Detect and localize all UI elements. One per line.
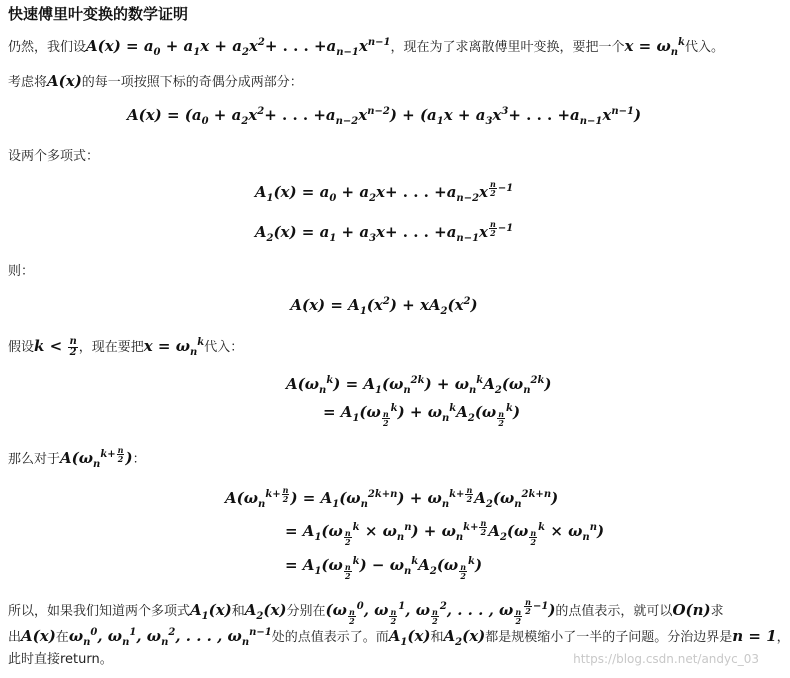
equation-split: $A(x) = (a_0 + a_2x^2+$ . . . $+a_{n-2}x^{n-2}) + (a_1x + a_3x^3+$ . . . $+a_{n-1}x^{n-1}$)	[126, 106, 642, 127]
paragraph-assume	[8, 336, 243, 358]
split-text-pre: 考虑将	[8, 75, 48, 90]
conclusion-text-1e: 求	[710, 604, 724, 619]
conclusion-text-2a: 出	[8, 630, 22, 645]
conclusion-text-1d: 的点值表示，就可以	[555, 604, 673, 619]
formula-a2x: $A_2(x)$	[244, 601, 287, 622]
conclusion-text-2f: ，	[776, 630, 790, 645]
article-title: 快速傅里叶变换的数学证明	[8, 5, 189, 23]
formula-x-eq-omega: $x = \omega_n^k$	[624, 37, 685, 58]
equation-block-second-half: $A(\omega_n^{k+ \frac{n}{2}}$ ) = $A_1(\omega_n^{2k+n}) + \omega_n^{k+ \frac{n}{2}}$ $A_2(\omega_n^{2k+n})$ = $A_1(\omega$ $_{\frac{n}{2}}$ $^k \times \omega_n^n) + \omega_n^{k+ \frac{n}{2}}$ $A_2(\omega$ $_{\frac{n}{2}}$ $^k \times \omega_n^n$) = $A_1(\omega$ $_{\frac{n}{2}}$ $^k) - \omega_n^kA_2(\omega$ $_{\frac{n}{2}}$ $^k$)	[225, 485, 605, 581]
conclusion-text-1c: 分别在	[286, 604, 326, 619]
formula-k-lt-half-n: k < $\frac{n}{2}$	[34, 335, 77, 358]
formula-a-omega-k-plus-half: $A(\omega_n^{k+ \frac{n}{2}}$ )	[60, 445, 133, 470]
conclusion-text-2b: 在	[55, 630, 69, 645]
paragraph-then: 则：	[8, 264, 35, 279]
paragraph-second-half	[8, 446, 146, 470]
split-text-post: 的每一项按照下标的奇偶分成两部分：	[81, 75, 303, 90]
assume-text-mid: ，现在要把	[78, 340, 144, 355]
formula-a1x: $A_1(x)$	[190, 601, 232, 622]
formula-a1x-2: $A_1(x)$	[388, 627, 431, 648]
intro-text-pre: 仍然，我们设	[8, 40, 87, 55]
second-half-text-post: ：	[132, 452, 146, 467]
equation-a1: $A_1(x) = a_0 + a_2x+$ . . . $+a_{n-2}x$ $^{\frac{n}{2} -1}$	[254, 179, 514, 204]
formula-a2x-2: $A_2(x)$	[443, 627, 486, 648]
csdn-watermark: https://blog.csdn.net/andyc_03	[573, 652, 759, 666]
second-half-text-pre: 那么对于	[8, 452, 61, 467]
conclusion-text-2e: 都是规模缩小了一半的子问题。分治边界是	[485, 630, 733, 645]
intro-text-post: 代入。	[684, 40, 724, 55]
formula-half-roots: (ω $_{\frac{n}{2}}$ $^0$, ω $_{\frac{n}{2}}$ $^1$, ω $_{\frac{n}{2}}$ $^2$, . . . , ω $_{\frac{n}{2}}$ $^{\frac{n}{2} -1}$)	[325, 597, 556, 626]
conclusion-text-1a: 所以，如果我们知道两个多项式	[8, 604, 191, 619]
assume-text-pre: 假设	[8, 340, 35, 355]
equation-a2: $A_2(x) = a_1 + a_3x+$ . . . $+a_{n-1}x$ $^{\frac{n}{2} -1}$	[254, 219, 514, 244]
assume-text-post: 代入：	[204, 340, 244, 355]
paragraph-two-polys: 设两个多项式：	[8, 149, 100, 164]
paragraph-split	[8, 71, 303, 93]
formula-polynomial-def: $A(x) = a_0 + a_1x + a_2x^2+$ . . . $+a_{n-1}x^{n-1}$	[86, 37, 391, 58]
formula-x-eq-omega-2: $x = \omega_n^k$	[143, 337, 205, 358]
conclusion-text-2c: 处的点值表示了。而	[271, 630, 389, 645]
conclusion-text-2d: 和	[430, 630, 444, 645]
intro-text-mid: ，现在为了求离散傅里叶变换，要把一个	[390, 40, 625, 55]
formula-n-eq-1: n = 1	[732, 627, 777, 645]
formula-on: O(n)	[672, 601, 711, 619]
equation-combine: $A(x) = A_1(x^2) + xA_2(x^2)$	[290, 296, 478, 317]
conclusion-text-1b: 和	[231, 604, 245, 619]
formula-ax-2: A(x)	[21, 627, 56, 645]
conclusion-text-3: 此时直接return。	[8, 652, 113, 667]
paragraph-intro	[8, 36, 724, 58]
formula-full-roots: $\omega_n^0$, $\omega_n^1$, $\omega_n^2$, . . . , $\omega_n^{n-1}$	[68, 627, 272, 648]
formula-ax: A(x)	[47, 72, 82, 90]
equation-block-first-half: $A(\omega_n^k) = A_1(\omega_n^{2k}) + \omega_n^kA_2(\omega_n^{2k})$ = $A_1(\omega$ $_{\frac{n}{2}}$ $^k) + \omega_n^kA_2(\omega$ $_{\frac{n}{2}}$ $^k$)	[286, 375, 552, 428]
